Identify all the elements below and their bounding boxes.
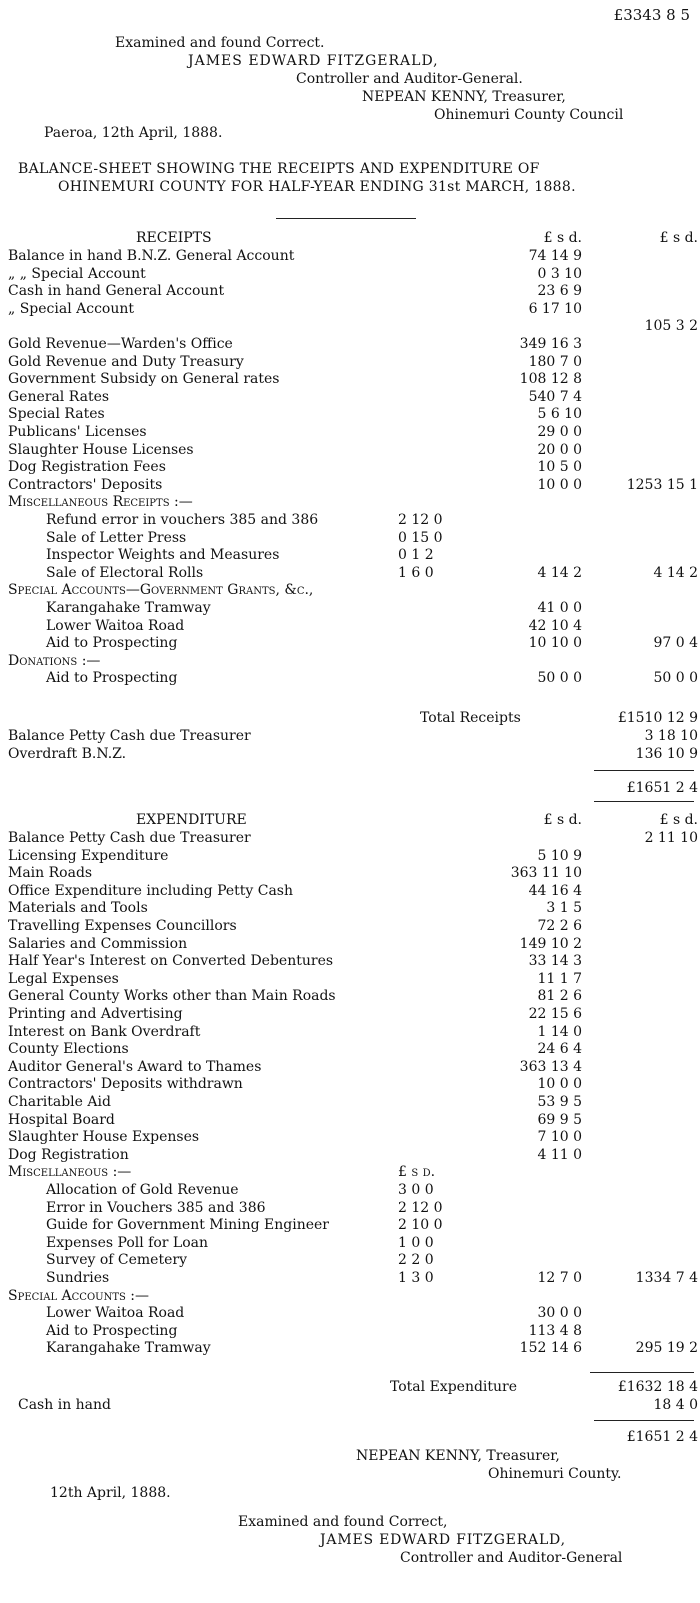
expenditure-row-amount: 4 11 0 [537,1146,582,1163]
bottom-auditor-name: JAMES EDWARD FITZGERALD, [320,1532,566,1548]
expenditure-row-label: Dog Registration [8,1146,129,1163]
expenditure-row [0,1322,700,1340]
expenditure-row [0,917,700,935]
receipts-row-label: General Rates [8,388,110,405]
expenditure-row-label: Materials and Tools [8,900,148,917]
receipts-row-amount: 74 14 9 [528,248,582,264]
expenditure-row-label: Hospital Board [8,1111,115,1128]
expenditure-row [0,952,700,970]
receipts-row [0,317,700,335]
expenditure-row-label: Travelling Expenses Councillors [8,918,237,934]
expenditure-row [0,882,700,900]
receipts-row-label: Government Subsidy on General rates [8,371,280,388]
receipts-row-amount: 0 3 10 [537,265,582,282]
expenditure-row-amount: 152 14 6 [519,1340,582,1357]
receipts-row-label: Karangahake Tramway [46,600,211,616]
receipts-row-label: Balance in hand B.N.Z. General Account [8,248,295,264]
expenditure-row-label: Office Expenditure including Petty Cash [8,882,294,899]
examined-line: Examined and found Correct. [115,35,325,51]
receipts-row [0,300,700,318]
cash-in-hand-label: Cash in hand [18,1397,111,1413]
expenditure-row-total: 1334 7 4 [635,1270,698,1286]
expenditure-row-label: Contractors' Deposits withdrawn [8,1076,243,1093]
overdraft-label: Overdraft B.N.Z. [8,746,127,762]
expenditure-row-amount: 30 0 0 [537,1305,582,1322]
expenditure-row-total: 295 19 2 [635,1340,698,1357]
receipts-row-label: Refund error in vouchers 385 and 386 [46,512,319,528]
receipts-row [0,599,700,617]
expenditure-row-label: Special Accounts :— [8,1287,150,1304]
expenditure-row-total: 2 11 10 [644,830,698,846]
expenditure-row-label: Karangahake Tramway [46,1340,211,1357]
petty-cash-value: 3 18 10 [644,728,698,744]
expenditure-col1-header: £ s d. [543,812,582,828]
expenditure-header-row [0,811,700,829]
expenditure-row-inner-amount: 2 10 0 [398,1217,443,1234]
receipts-row-label: Dog Registration Fees [8,459,166,476]
receipts-grand-total-rule [594,801,694,802]
expenditure-row-amount: 1 14 0 [537,1023,582,1040]
receipts-row-label: Sale of Letter Press [46,529,187,546]
expenditure-col2-header: £ s d. [659,812,698,828]
expenditure-row-label: Balance Petty Cash due Treasurer [8,830,251,846]
receipts-row [0,546,700,564]
receipts-row [0,247,700,265]
place-date: Paeroa, 12th April, 1888. [44,125,223,141]
expenditure-row [0,899,700,917]
expenditure-row-label: Guide for Government Mining Engineer [46,1217,329,1234]
receipts-row [0,652,700,670]
expenditure-row [0,1005,700,1023]
expenditure-row [0,847,700,865]
expenditure-row [0,1199,700,1217]
auditor-title: Controller and Auditor-General. [296,71,523,87]
expenditure-row-label: Expenses Poll for Loan [46,1234,209,1251]
expenditure-row [0,987,700,1005]
expenditure-row-amount: 7 10 0 [537,1129,582,1146]
receipts-row-label: Aid to Prospecting [46,635,178,652]
expenditure-row-amount: 3 1 5 [546,900,582,917]
receipts-row-amount: 10 10 0 [528,635,582,652]
receipts-row-label: Special Rates [8,406,105,423]
expenditure-grand-total-row [0,1428,700,1446]
expenditure-row-label: Miscellaneous :— [8,1164,132,1181]
receipts-row-total: 97 0 4 [653,635,698,652]
expenditure-grand-total: £1651 2 4 [626,1429,698,1445]
receipts-row [0,423,700,441]
receipts-row-amount: 42 10 4 [528,617,582,634]
receipts-row-amount: 29 0 0 [537,424,582,440]
expenditure-row-label: Charitable Aid [8,1094,111,1110]
receipts-row [0,476,700,494]
receipts-row [0,335,700,353]
expenditure-row [0,935,700,953]
expenditure-row-label: General County Works other than Main Roads [8,988,336,1005]
receipts-grand-total: £1651 2 4 [626,780,698,796]
expenditure-row-inner-amount: 1 0 0 [398,1234,434,1251]
receipts-row-label: Publicans' Licenses [8,424,147,440]
receipts-row [0,634,700,652]
expenditure-row-amount: 149 10 2 [519,935,582,952]
expenditure-row-inner-amount: £ s d. [398,1164,436,1181]
receipts-grand-total-row [0,779,700,797]
receipts-row-label: Aid to Prospecting [46,670,178,687]
cash-in-hand-row [0,1396,700,1414]
expenditure-row [0,1181,700,1199]
total-expenditure-label: Total Expenditure [390,1379,518,1395]
receipts-row-amount: 50 0 0 [537,670,582,687]
receipts-row-amount: 23 6 9 [537,283,582,300]
receipts-row-total: 1253 15 1 [626,476,698,493]
expenditure-row [0,1269,700,1287]
expenditure-row-label: Sundries [46,1270,110,1286]
receipts-row-amount: 349 16 3 [519,336,582,352]
receipts-row-label: Contractors' Deposits [8,476,163,493]
cash-in-hand-value: 18 4 0 [653,1397,698,1413]
receipts-col2-header: £ s d. [659,230,698,246]
receipts-row-label: „ „ Special Account [8,265,146,282]
receipts-row-label: Inspector Weights and Measures [46,547,280,564]
title-line-1: BALANCE-SHEET SHOWING THE RECEIPTS AND EXPENDITURE OF [18,161,540,177]
expenditure-row-label: Survey of Cemetery [46,1252,187,1269]
receipts-row-amount: 41 0 0 [537,600,582,616]
receipts-row-amount: 10 0 0 [537,476,582,493]
receipts-row-total: 4 14 2 [653,564,698,581]
expenditure-subtotal-rule [590,1372,694,1373]
expenditure-row-amount: 69 9 5 [537,1111,582,1128]
receipts-row-inner-amount: 1 6 0 [398,564,434,581]
bottom-date: 12th April, 1888. [50,1485,171,1501]
expenditure-row [0,1234,700,1252]
receipts-row-label: Miscellaneous Receipts :— [8,494,193,511]
expenditure-row-amount: 113 4 8 [528,1322,582,1339]
expenditure-row-label: Allocation of Gold Revenue [46,1182,239,1198]
total-receipts-row [0,709,700,727]
receipts-row-inner-amount: 0 15 0 [398,529,443,546]
expenditure-row [0,970,700,988]
receipts-row [0,405,700,423]
receipts-row-label: Cash in hand General Account [8,283,225,300]
expenditure-row-amount: 363 11 10 [510,865,582,882]
overdraft-row [0,745,700,763]
receipts-row [0,353,700,371]
expenditure-row-amount: 33 14 3 [528,953,582,970]
receipts-row-label: „ Special Account [8,300,135,317]
expenditure-row-amount: 44 16 4 [528,882,582,899]
receipts-row-amount: 4 14 2 [537,564,582,581]
expenditure-row-label: County Elections [8,1041,129,1058]
bottom-treasurer: NEPEAN KENNY, Treasurer, [356,1448,560,1464]
receipts-row [0,493,700,511]
expenditure-row-inner-amount: 2 12 0 [398,1199,443,1216]
expenditure-row [0,1163,700,1181]
expenditure-row-label: Salaries and Commission [8,935,188,952]
receipts-row-inner-amount: 2 12 0 [398,512,443,528]
receipts-header-row [0,229,700,247]
receipts-row-amount: 180 7 0 [528,353,582,370]
treasurer-line: NEPEAN KENNY, Treasurer, [362,89,566,105]
expenditure-row [0,1058,700,1076]
receipts-row [0,564,700,582]
expenditure-row [0,864,700,882]
expenditure-row-label: Licensing Expenditure [8,847,169,864]
total-receipts-label: Total Receipts [420,710,521,726]
receipts-row [0,282,700,300]
expenditure-heading: EXPENDITURE [136,812,247,828]
expenditure-row [0,1146,700,1164]
expenditure-row-inner-amount: 1 3 0 [398,1270,434,1286]
expenditure-row [0,1287,700,1305]
receipts-row-amount: 6 17 10 [528,300,582,317]
total-expenditure-value: £1632 18 4 [617,1379,698,1395]
expenditure-row [0,1251,700,1269]
receipts-row [0,388,700,406]
receipts-row-amount: 108 12 8 [519,371,582,388]
receipts-heading: RECEIPTS [136,230,212,246]
expenditure-row [0,829,700,847]
receipts-row [0,458,700,476]
expenditure-row [0,1023,700,1041]
expenditure-row-label: Printing and Advertising [8,1006,183,1022]
receipts-row-amount: 10 5 0 [537,459,582,476]
expenditure-row-amount: 12 7 0 [537,1270,582,1286]
receipts-row [0,669,700,687]
overdraft-value: 136 10 9 [635,746,698,762]
petty-cash-label: Balance Petty Cash due Treasurer [8,728,251,744]
expenditure-row-amount: 24 6 4 [537,1041,582,1058]
receipts-row [0,511,700,529]
top-total: £3343 8 5 [613,6,690,24]
receipts-row [0,529,700,547]
receipts-row-label: Special Accounts—Government Grants, &c., [8,582,314,599]
expenditure-row-amount: 363 13 4 [519,1058,582,1075]
receipts-row [0,441,700,459]
receipts-col1-header: £ s d. [543,230,582,246]
expenditure-row [0,1128,700,1146]
expenditure-row-label: Aid to Prospecting [46,1322,178,1339]
expenditure-row [0,1304,700,1322]
receipts-row-total: 50 0 0 [653,670,698,687]
expenditure-row [0,1216,700,1234]
expenditure-row-label: Auditor General's Award to Thames [8,1058,262,1075]
expenditure-row-amount: 5 10 9 [537,847,582,864]
council-line: Ohinemuri County Council [434,107,624,123]
expenditure-row-amount: 72 2 6 [537,918,582,934]
receipts-row [0,370,700,388]
title-divider [276,218,416,219]
expenditure-row-label: Main Roads [8,865,93,882]
receipts-row-label: Gold Revenue—Warden's Office [8,336,233,352]
receipts-row-total: 105 3 2 [644,318,698,335]
expenditure-row [0,1339,700,1357]
expenditure-row [0,1093,700,1111]
receipts-total-rule [594,770,694,771]
receipts-row-amount: 5 6 10 [537,406,582,423]
expenditure-row-amount: 81 2 6 [537,988,582,1005]
expenditure-row-amount: 22 15 6 [528,1006,582,1022]
receipts-row-inner-amount: 0 1 2 [398,547,434,564]
receipts-row-label: Slaughter House Licenses [8,441,194,458]
receipts-row [0,617,700,635]
expenditure-row-label: Interest on Bank Overdraft [8,1023,201,1040]
bottom-county: Ohinemuri County. [488,1466,622,1482]
expenditure-row [0,1040,700,1058]
expenditure-row [0,1111,700,1129]
receipts-row-label: Gold Revenue and Duty Treasury [8,353,244,370]
expenditure-row [0,1075,700,1093]
total-receipts-value: £1510 12 9 [617,710,698,726]
expenditure-row-amount: 53 9 5 [537,1094,582,1110]
total-expenditure-row [0,1378,700,1396]
expenditure-row-label: Lower Waitoa Road [46,1305,185,1322]
receipts-row [0,581,700,599]
expenditure-row-inner-amount: 2 2 0 [398,1252,434,1269]
receipts-row-label: Sale of Electoral Rolls [46,564,204,581]
receipts-row-label: Donations :— [8,652,101,669]
expenditure-row-inner-amount: 3 0 0 [398,1182,434,1198]
bottom-examined: Examined and found Correct, [238,1514,448,1530]
petty-cash-row [0,727,700,745]
title-line-2: OHINEMURI COUNTY FOR HALF-YEAR ENDING 31st MARCH, 1888. [58,179,576,195]
expenditure-total-rule [594,1420,694,1421]
auditor-name: JAMES EDWARD FITZGERALD, [188,53,439,69]
expenditure-row-label: Error in Vouchers 385 and 386 [46,1199,266,1216]
receipts-row-amount: 20 0 0 [537,441,582,458]
receipts-row-amount: 540 7 4 [528,388,582,405]
expenditure-row-label: Half Year's Interest on Converted Debentures [8,953,334,970]
expenditure-row-amount: 10 0 0 [537,1076,582,1093]
expenditure-row-label: Legal Expenses [8,970,119,987]
expenditure-row-label: Slaughter House Expenses [8,1129,200,1146]
receipts-row [0,265,700,283]
receipts-row-label: Lower Waitoa Road [46,617,185,634]
bottom-auditor-title: Controller and Auditor-General [400,1550,623,1566]
expenditure-row-amount: 11 1 7 [537,970,582,987]
